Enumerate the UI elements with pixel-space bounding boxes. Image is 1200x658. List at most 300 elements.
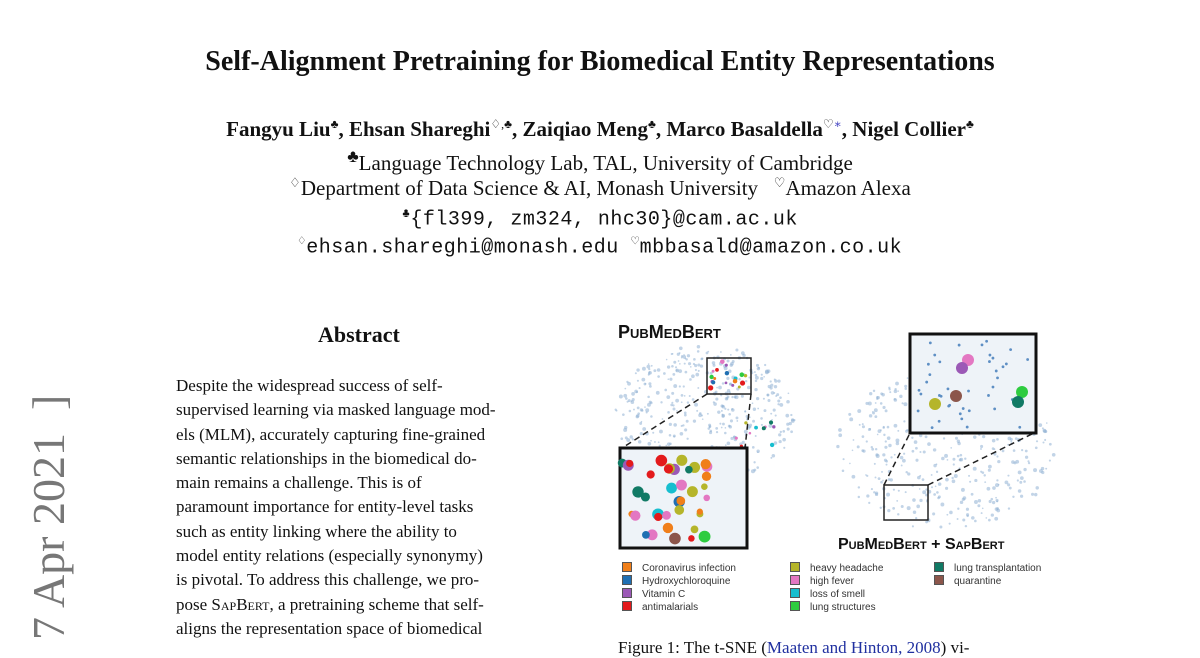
scatter-point [852, 449, 854, 451]
scatter-point [923, 450, 926, 453]
scatter-point [895, 382, 899, 386]
scatter-point [685, 371, 688, 374]
scatter-point [744, 430, 748, 434]
scatter-point [659, 430, 663, 434]
entity-point [656, 455, 668, 467]
scatter-point [702, 418, 704, 420]
scatter-point [872, 412, 875, 415]
scatter-point [894, 390, 898, 394]
scatter-point [1036, 486, 1039, 489]
scatter-point [996, 479, 998, 481]
scatter-point [861, 449, 864, 452]
scatter-point [624, 388, 626, 390]
legend-swatch [934, 562, 944, 572]
abstract-line: such as entity linking where the ability to [176, 521, 457, 541]
scatter-point [982, 435, 985, 438]
scatter-point [672, 373, 675, 376]
scatter-point [959, 412, 962, 415]
scatter-point [632, 438, 634, 440]
scatter-point [642, 367, 646, 371]
scatter-point [904, 385, 907, 388]
scatter-point [727, 442, 731, 446]
legend-swatch [622, 588, 632, 598]
scatter-point [964, 458, 966, 460]
scatter-point [987, 487, 991, 491]
scatter-point [898, 490, 900, 492]
scatter-point [901, 465, 903, 467]
citation-link[interactable]: Maaten and Hinton, 2008 [766, 638, 941, 657]
scatter-point [960, 454, 963, 457]
entity-point [1012, 396, 1024, 408]
scatter-point [945, 487, 948, 490]
scatter-point [660, 401, 662, 403]
scatter-point [858, 486, 860, 488]
scatter-point [939, 525, 942, 528]
scatter-point [940, 503, 944, 507]
scatter-point [725, 427, 727, 429]
scatter-point [932, 512, 935, 515]
scatter-point [897, 430, 899, 432]
scatter-point [938, 420, 941, 423]
scatter-point [1020, 495, 1023, 498]
scatter-point [695, 373, 699, 377]
scatter-point [675, 399, 679, 403]
scatter-point [933, 493, 936, 496]
scatter-point [727, 359, 730, 362]
scatter-point [645, 383, 647, 385]
scatter-point [1002, 365, 1005, 368]
scatter-point [736, 416, 739, 419]
scatter-point [983, 474, 985, 476]
scatter-point [752, 420, 755, 423]
scatter-point [631, 392, 635, 396]
scatter-point [623, 428, 627, 432]
scatter-point [647, 442, 651, 446]
scatter-point [881, 393, 884, 396]
scatter-point [779, 403, 783, 407]
scatter-point [742, 441, 745, 444]
scatter-point [982, 471, 985, 474]
scatter-point [753, 461, 755, 463]
scatter-point [657, 368, 661, 372]
entity-point [676, 455, 687, 466]
scatter-point [666, 395, 670, 399]
scatter-point [779, 396, 782, 399]
scatter-point [862, 435, 865, 438]
scatter-point [931, 426, 934, 429]
scatter-point [698, 370, 700, 372]
entity-point [720, 359, 725, 364]
scatter-point [1044, 430, 1047, 433]
legend-label: high fever [810, 576, 854, 587]
scatter-point [871, 446, 873, 448]
scatter-point [953, 463, 955, 465]
entity-point [642, 531, 650, 539]
scatter-point [925, 435, 928, 438]
scatter-point [957, 455, 960, 458]
scatter-point [687, 401, 689, 403]
entity-point [685, 466, 693, 474]
entity-point [709, 375, 713, 379]
scatter-point [666, 359, 668, 361]
scatter-point [843, 458, 845, 460]
scatter-point [894, 398, 896, 400]
scatter-point [899, 395, 902, 398]
author-name: Marco Basaldella [666, 117, 823, 141]
scatter-point [883, 434, 885, 436]
scatter-point [636, 415, 639, 418]
scatter-point [996, 455, 998, 457]
author-mark: ♡ [822, 117, 834, 131]
scatter-point [857, 409, 861, 413]
scatter-point [657, 375, 660, 378]
scatter-point [938, 360, 941, 363]
scatter-point [645, 408, 649, 412]
arxiv-side-label: 7 Apr 2021 ] [23, 394, 74, 640]
footnote-star: ∗ [833, 117, 842, 131]
scatter-point [1045, 468, 1047, 470]
scatter-point [869, 392, 872, 395]
scatter-point [722, 382, 724, 384]
scatter-point [866, 440, 868, 442]
scatter-point [627, 401, 629, 403]
scatter-point [947, 387, 950, 390]
scatter-point [962, 498, 965, 501]
scatter-point [929, 341, 932, 344]
scatter-point [981, 512, 983, 514]
scatter-point [871, 488, 873, 490]
scatter-point [761, 374, 763, 376]
scatter-point [1035, 446, 1038, 449]
author-name: Ehsan Shareghi [348, 117, 491, 141]
scatter-point [927, 363, 930, 366]
scatter-point [920, 393, 923, 396]
entity-point [731, 384, 734, 387]
scatter-point [849, 417, 853, 421]
legend-swatch [790, 575, 800, 585]
scatter-point [726, 377, 729, 380]
scatter-point [722, 423, 725, 426]
entity-point [733, 379, 738, 384]
entity-point [708, 385, 713, 390]
scatter-point [626, 381, 628, 383]
abstract-line: semantic relationships in the biomedical do- [176, 448, 477, 468]
entity-point [702, 472, 711, 481]
scatter-point [648, 368, 650, 370]
scatter-point [918, 389, 921, 392]
legend-label: lung structures [810, 602, 876, 613]
scatter-point [648, 374, 650, 376]
scatter-point [776, 393, 779, 396]
scatter-point [663, 372, 666, 375]
scatter-point [731, 408, 735, 412]
scatter-point [961, 488, 965, 492]
affiliation-cambridge [0, 146, 1200, 176]
scatter-point [874, 415, 877, 418]
email-text: {fl399, zm324, nhc30}@cam.ac.uk [410, 208, 798, 232]
scatter-point [880, 507, 882, 509]
scatter-point [683, 385, 685, 387]
scatter-point [639, 422, 642, 425]
entity-point [713, 377, 716, 380]
abstract-line: aligns the representation space of biomedical [176, 618, 483, 638]
scatter-point [641, 409, 644, 412]
scatter-point [671, 392, 674, 395]
scatter-point [689, 395, 691, 397]
scatter-point [682, 424, 684, 426]
entity-point [688, 535, 695, 542]
scatter-point [857, 445, 860, 448]
scatter-point [707, 351, 709, 353]
scatter-point [718, 386, 722, 390]
entity-point [654, 513, 662, 521]
scatter-point [955, 437, 958, 440]
scatter-point [756, 397, 759, 400]
scatter-point [1049, 460, 1051, 462]
scatter-point [882, 406, 885, 409]
scatter-point [881, 471, 883, 473]
scatter-point [678, 360, 680, 362]
scatter-point [878, 477, 881, 480]
scatter-point [915, 517, 917, 519]
scatter-point [755, 435, 757, 437]
abstract-line: supervised learning via masked language mod- [176, 400, 496, 420]
affiliation-mark: ♢ [289, 175, 301, 190]
scatter-point [681, 357, 683, 359]
entity-point [647, 470, 655, 478]
scatter-point [622, 413, 625, 416]
scatter-point [767, 399, 770, 402]
scatter-point [905, 491, 907, 493]
scatter-point [922, 490, 926, 494]
scatter-point [669, 423, 672, 426]
affiliation-text: Language Technology Lab, TAL, University of Cambridge [358, 151, 853, 175]
scatter-point [779, 440, 782, 443]
scatter-point [721, 427, 723, 429]
scatter-point [1018, 470, 1022, 474]
scatter-point [884, 446, 887, 449]
scatter-point [993, 407, 996, 410]
scatter-point [882, 426, 884, 428]
scatter-point [755, 380, 757, 382]
scatter-point [973, 467, 977, 471]
scatter-point [993, 448, 995, 450]
scatter-point [1034, 493, 1037, 496]
entity-point [956, 362, 968, 374]
scatter-point [887, 436, 891, 440]
scatter-point [775, 414, 777, 416]
scatter-point [919, 451, 921, 453]
scatter-point [907, 506, 911, 510]
entity-point [739, 372, 744, 377]
scatter-point [985, 517, 987, 519]
scatter-point [671, 402, 673, 404]
entity-point [663, 523, 673, 533]
scatter-point [679, 363, 681, 365]
scatter-point [680, 432, 684, 436]
scatter-point [936, 471, 938, 473]
scatter-point [936, 491, 939, 494]
entity-point [740, 381, 745, 386]
scatter-point [756, 364, 759, 367]
scatter-point [1031, 493, 1034, 496]
scatter-point [992, 501, 995, 504]
scatter-point [630, 435, 633, 438]
scatter-point [897, 390, 899, 392]
scatter-point [725, 444, 727, 446]
scatter-point [996, 438, 999, 441]
scatter-point [915, 459, 918, 462]
scatter-point [1023, 468, 1026, 471]
scatter-point [760, 417, 763, 420]
scatter-point [912, 525, 914, 527]
email-mark: ♡ [631, 234, 640, 249]
scatter-point [707, 427, 710, 430]
scatter-point [1002, 449, 1005, 452]
scatter-point [686, 438, 688, 440]
scatter-point [787, 428, 790, 431]
scatter-point [772, 454, 776, 458]
entity-point [725, 381, 728, 384]
tsne-scatter [610, 320, 1070, 560]
scatter-point [1033, 468, 1037, 472]
entity-point [699, 531, 711, 543]
email-mark: ♣ [402, 206, 411, 221]
entity-point [677, 496, 686, 505]
scatter-point [629, 410, 632, 413]
scatter-point [866, 494, 869, 497]
scatter-point [786, 400, 790, 404]
abstract-heading: Abstract [318, 322, 400, 347]
scatter-point [694, 403, 698, 407]
scatter-point [700, 358, 703, 361]
scatter-point [957, 518, 959, 520]
scatter-point [990, 498, 993, 501]
scatter-point [716, 387, 718, 389]
scatter-point [980, 445, 983, 448]
abstract-line: model entity relations (especially synonymy) [176, 546, 483, 566]
scatter-point [735, 348, 738, 351]
scatter-point [1052, 453, 1056, 457]
scatter-point [848, 413, 851, 416]
legend-swatch [790, 601, 800, 611]
scatter-point [673, 408, 676, 411]
scatter-point [946, 514, 948, 516]
entity-point [769, 420, 773, 424]
entity-point [735, 437, 738, 440]
scatter-point [888, 478, 891, 481]
affiliation-mark: ♡ [773, 175, 786, 190]
scatter-point [1044, 439, 1046, 441]
scatter-point [971, 516, 975, 520]
entity-point [626, 460, 633, 467]
scatter-point [1009, 348, 1012, 351]
scatter-point [642, 427, 646, 431]
scatter-point [631, 400, 633, 402]
author-name: Nigel Collier [852, 117, 966, 141]
scatter-point [1036, 440, 1038, 442]
scatter-point [875, 493, 878, 496]
entity-point [744, 374, 747, 377]
affiliation-text: Department of Data Science & AI, Monash University [300, 176, 759, 200]
scatter-point [765, 370, 769, 374]
entity-point [770, 443, 774, 447]
scatter-point [886, 493, 890, 497]
scatter-point [1028, 462, 1030, 464]
scatter-point [991, 513, 994, 516]
scatter-point [671, 353, 673, 355]
zoom-inset-right [910, 334, 1036, 433]
scatter-point [670, 404, 673, 407]
affiliation-text: Amazon Alexa [785, 176, 911, 200]
entity-point [674, 505, 684, 515]
scatter-point [890, 456, 892, 458]
scatter-point [935, 485, 937, 487]
scatter-point [862, 425, 865, 428]
scatter-point [994, 517, 998, 521]
scatter-point [992, 357, 995, 360]
scatter-point [673, 361, 676, 364]
entity-point [630, 510, 640, 520]
abstract-body [176, 374, 550, 641]
scatter-point [662, 418, 664, 420]
scatter-point [777, 403, 779, 405]
scatter-point [686, 420, 689, 423]
scatter-point [731, 396, 733, 398]
author-list: Fangyu Liu♣, Ehsan Shareghi♢,♣, Zaiqiao Meng♣, Marco Basaldella♡∗, Nigel Collier♣ [226, 117, 974, 141]
scatter-point [777, 380, 780, 383]
entity-point [715, 368, 719, 372]
scatter-point [888, 444, 891, 447]
scatter-point [782, 430, 785, 433]
scatter-point [859, 424, 861, 426]
scatter-point [900, 456, 904, 460]
scatter-point [637, 412, 640, 415]
scatter-point [903, 453, 905, 455]
scatter-point [747, 386, 751, 390]
legend-label: loss of smell [810, 589, 866, 600]
scatter-point [988, 360, 991, 363]
scatter-point [1013, 449, 1016, 452]
scatter-point [842, 469, 845, 472]
scatter-point [634, 390, 638, 394]
email-others [0, 234, 1200, 260]
scatter-point [925, 521, 928, 524]
scatter-point [996, 509, 1000, 513]
scatter-point [1038, 423, 1042, 427]
zoom-line [745, 394, 751, 448]
scatter-point [619, 395, 623, 399]
scatter-point [727, 396, 730, 399]
scatter-point [689, 378, 692, 381]
scatter-point [968, 475, 970, 477]
scatter-point [966, 508, 969, 511]
zoom-region [884, 485, 928, 520]
scatter-point [947, 459, 949, 461]
scatter-point [966, 515, 968, 517]
scatter-point [673, 435, 676, 438]
legend-swatch [934, 575, 944, 585]
scatter-point [896, 500, 898, 502]
scatter-point [913, 511, 916, 514]
scatter-point [911, 437, 913, 439]
scatter-point [874, 408, 878, 412]
scatter-point [721, 415, 724, 418]
scatter-point [937, 497, 940, 500]
scatter-point [694, 364, 697, 367]
scatter-point [754, 388, 757, 391]
scatter-point [901, 505, 904, 508]
